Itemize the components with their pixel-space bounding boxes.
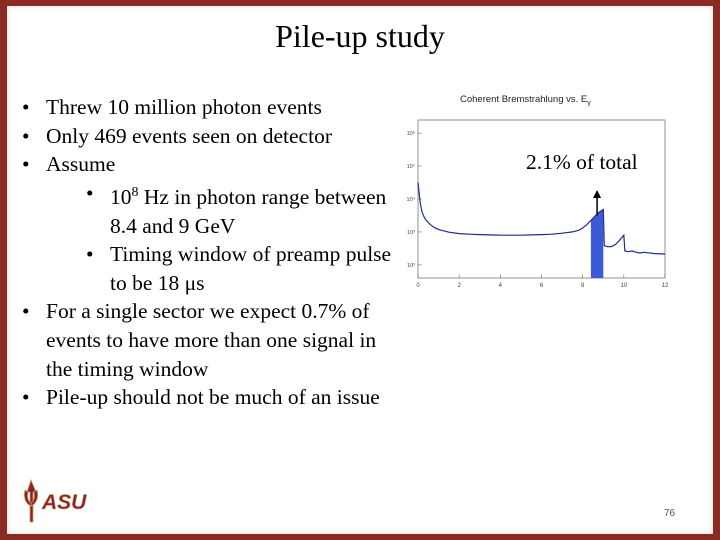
bullet-text: Assume	[46, 152, 116, 177]
sub-bullet-item	[46, 179, 393, 240]
x-tick-label: 6	[539, 283, 544, 289]
rate-base: 10	[110, 184, 132, 209]
y-tick-label: 10³	[407, 229, 415, 236]
y-tick-label: 10⁶	[406, 131, 415, 138]
x-tick-label: 4	[498, 283, 503, 289]
series-line	[418, 183, 665, 255]
spectrum-plot	[398, 86, 678, 296]
x-tick-label: 12	[661, 283, 669, 289]
x-tick-label: 2	[457, 283, 461, 289]
x-tick-label: 10	[620, 283, 628, 289]
pitchfork-icon	[24, 480, 37, 522]
plot-title-subscript: γ	[587, 100, 591, 107]
sub-bullet-item	[46, 240, 393, 297]
logo-text: ASU	[42, 491, 87, 514]
plot-frame	[418, 120, 665, 278]
plot-title-main: Coherent Bremstrahlung vs. E	[460, 94, 588, 105]
rate-text: Hz in photon range between 8.4 and 9 GeV	[110, 184, 387, 238]
slide-title: Pile-up study	[275, 18, 445, 54]
y-tick-label: 10⁵	[406, 164, 415, 171]
bullet-item	[18, 297, 393, 383]
x-tick-label: 0	[416, 283, 420, 289]
bullet-text: Threw 10 million photon events	[46, 95, 322, 119]
page-number: 76	[664, 508, 676, 519]
bullet-text: Timing window of preamp pulse to be 18 μs	[110, 242, 392, 295]
rate-exponent: 8	[131, 184, 139, 200]
plot-title	[460, 94, 591, 107]
bullet-item	[18, 383, 393, 412]
y-tick-label: 10²	[407, 262, 415, 269]
bullet-text: Only 469 events seen on detector	[46, 123, 332, 148]
asu-logo	[22, 476, 94, 526]
annotation-label: 2.1% of total	[526, 150, 638, 174]
x-tick-label: 8	[580, 283, 585, 289]
plot-axes	[418, 120, 665, 278]
sub-bullet-list	[46, 179, 393, 298]
y-tick-label: 10⁴	[406, 197, 415, 203]
bullet-text: For a single sector we expect 0.7% of events to have more than one signal in the timing window	[46, 299, 377, 381]
highlight-region	[591, 210, 603, 279]
bullet-text: Pile-up should not be much of an issue	[46, 385, 380, 410]
bullet-item	[18, 93, 393, 122]
arrow-head	[593, 190, 601, 198]
bullet-item	[18, 122, 393, 151]
bullet-list	[18, 93, 393, 412]
bullet-item	[18, 150, 393, 297]
